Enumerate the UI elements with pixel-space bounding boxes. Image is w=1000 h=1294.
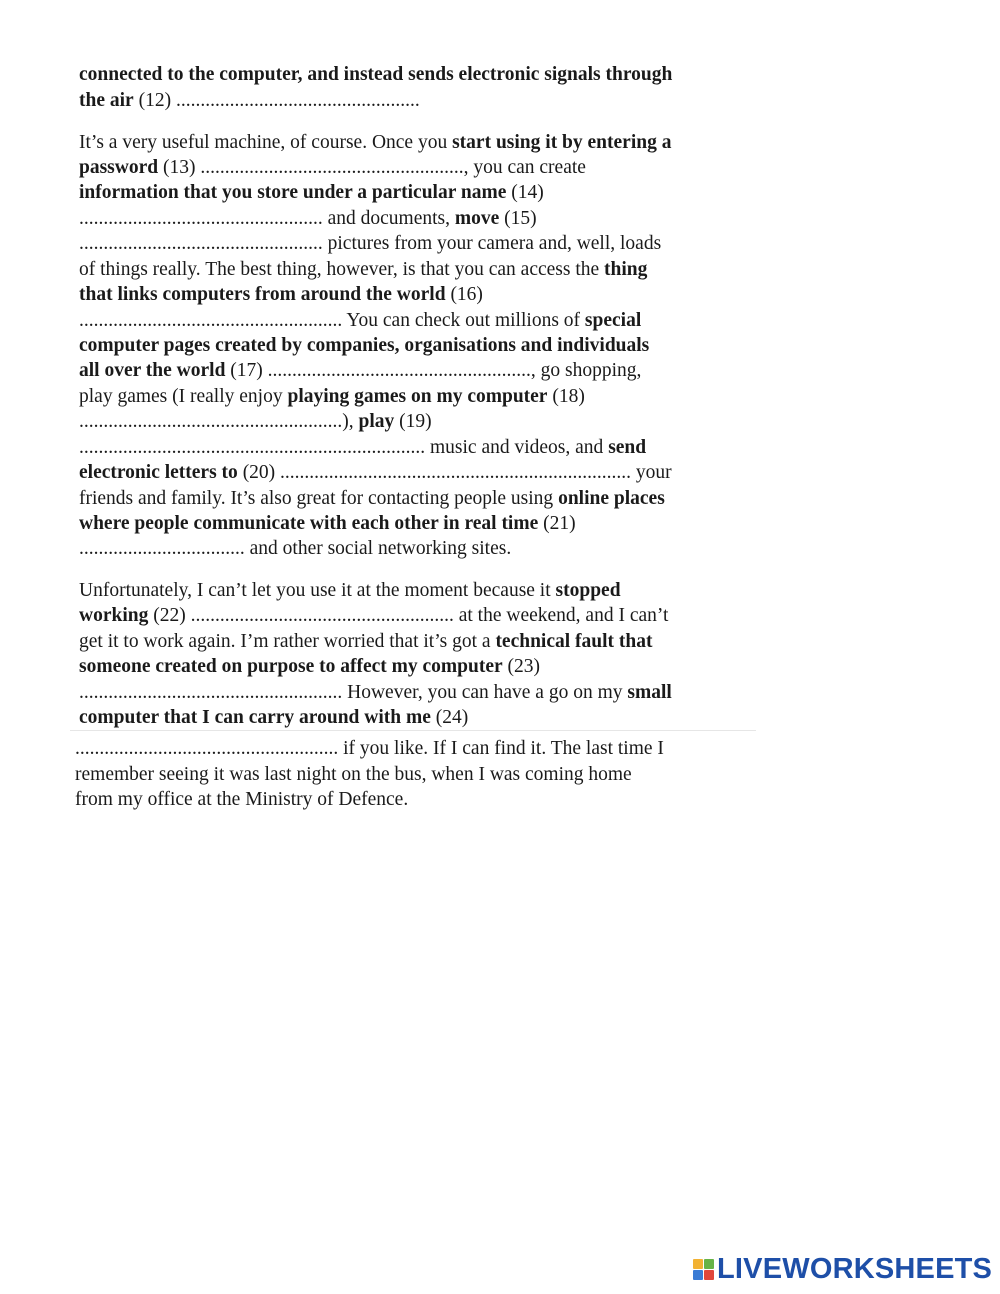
- bold-phrase: stopped: [555, 580, 621, 601]
- logo-square: [693, 1259, 703, 1269]
- text-segment: (14): [506, 182, 544, 203]
- text-line: [79, 536, 511, 561]
- text-line: [79, 629, 653, 654]
- text-line: [79, 409, 432, 434]
- text-segment: friends and family. It’s also great for contacting people using: [79, 488, 559, 509]
- bold-phrase: someone created on purpose to affect my computer: [79, 656, 503, 677]
- text-segment: ...................................................... if you like. If I can find it. The last time I: [75, 738, 664, 759]
- text-segment: (15): [499, 208, 537, 229]
- text-segment: ...................................................... You can check out millions of: [79, 310, 585, 331]
- text-segment: (21): [538, 513, 576, 534]
- text-line: [79, 333, 649, 358]
- liveworksheets-brand: [692, 1252, 992, 1286]
- bold-phrase: all over the world: [79, 360, 226, 381]
- bold-phrase: connected to the computer, and instead sends electronic signals through: [79, 64, 673, 85]
- text-line: [79, 435, 646, 460]
- text-segment: ...................................................... However, you can have a go on my: [79, 682, 628, 703]
- bold-phrase: where people communicate with each other in real time: [79, 513, 539, 534]
- text-segment: get it to work again. I’m rather worried that it’s got a: [79, 631, 496, 652]
- bold-phrase: thing: [604, 259, 648, 280]
- text-line: [79, 578, 621, 603]
- text-line: [79, 282, 483, 307]
- bold-phrase: online places: [558, 488, 665, 509]
- text-line: [79, 308, 641, 333]
- bold-phrase: special: [584, 310, 642, 331]
- text-segment: (22) ...................................................... at the weekend, and I can’t: [148, 605, 669, 626]
- logo-square: [704, 1270, 714, 1280]
- text-segment: (20) ........................................................................ your: [237, 462, 672, 483]
- text-segment: ......................................................),: [79, 411, 359, 432]
- text-line: [79, 130, 671, 155]
- text-segment: .................................. and other social networking sites.: [79, 538, 512, 559]
- text-line: [79, 358, 641, 383]
- text-segment: (23): [502, 656, 541, 677]
- bold-phrase: password: [79, 157, 159, 178]
- text-segment: (13) ......................................................, you can create: [158, 157, 586, 178]
- bold-phrase: small: [627, 682, 672, 703]
- text-line: [79, 257, 647, 282]
- text-segment: (18): [547, 386, 585, 407]
- bold-phrase: technical fault that: [495, 631, 653, 652]
- bold-phrase: working: [79, 605, 149, 626]
- text-segment: remember seeing it was last night on the bus, when I was coming home: [75, 764, 632, 785]
- bold-phrase: the air: [79, 90, 134, 111]
- text-line: [79, 460, 672, 485]
- text-line: [79, 384, 585, 409]
- text-segment: (24): [430, 707, 469, 728]
- text-segment: ....................................................................... music and videos, and: [79, 437, 609, 458]
- page-divider: [70, 730, 756, 731]
- text-line: [79, 680, 672, 705]
- text-line: [79, 705, 468, 730]
- text-segment: Unfortunately, I can’t let you use it at the moment because it: [79, 580, 556, 601]
- text-line: [75, 762, 632, 787]
- text-segment: (19): [394, 411, 432, 432]
- text-line: [79, 62, 672, 87]
- text-segment: (17) ......................................................, go shopping,: [225, 360, 642, 381]
- bold-phrase: start using it by entering a: [452, 132, 672, 153]
- bold-phrase: electronic letters to: [79, 462, 238, 483]
- bold-phrase: move: [454, 208, 500, 229]
- text-segment: from my office at the Ministry of Defence.: [75, 789, 409, 810]
- text-segment: .................................................. and documents,: [79, 208, 455, 229]
- liveworksheets-logo-icon: [692, 1258, 714, 1280]
- text-segment: (12) ..................................................: [133, 90, 420, 111]
- text-line: [79, 231, 661, 256]
- text-segment: It’s a very useful machine, of course. Once you: [79, 132, 453, 153]
- brand-name: LIVEWORKSHEETS: [717, 1253, 993, 1285]
- text-line: [75, 736, 664, 761]
- logo-square: [704, 1259, 714, 1269]
- bold-phrase: playing games on my computer: [287, 386, 548, 407]
- text-line: [79, 511, 576, 536]
- text-line: [79, 180, 544, 205]
- text-segment: (16): [445, 284, 483, 305]
- logo-square: [693, 1270, 703, 1280]
- bold-phrase: that links computers from around the world: [79, 284, 446, 305]
- bold-phrase: information that you store under a particular name: [79, 182, 507, 203]
- text-line: [79, 206, 537, 231]
- bold-phrase: computer that I can carry around with me: [79, 707, 431, 728]
- bold-phrase: computer pages created by companies, organisations and individuals: [79, 335, 650, 356]
- bold-phrase: play: [358, 411, 395, 432]
- text-line: [79, 155, 586, 180]
- text-segment: of things really. The best thing, however, is that you can access the: [79, 259, 605, 280]
- text-segment: play games (I really enjoy: [79, 386, 288, 407]
- text-segment: .................................................. pictures from your camera and, well, loads: [79, 233, 662, 254]
- text-line: [79, 654, 540, 679]
- text-line: [79, 486, 665, 511]
- text-line: [75, 787, 408, 812]
- text-line: [79, 88, 420, 113]
- bold-phrase: send: [608, 437, 647, 458]
- text-line: [79, 603, 668, 628]
